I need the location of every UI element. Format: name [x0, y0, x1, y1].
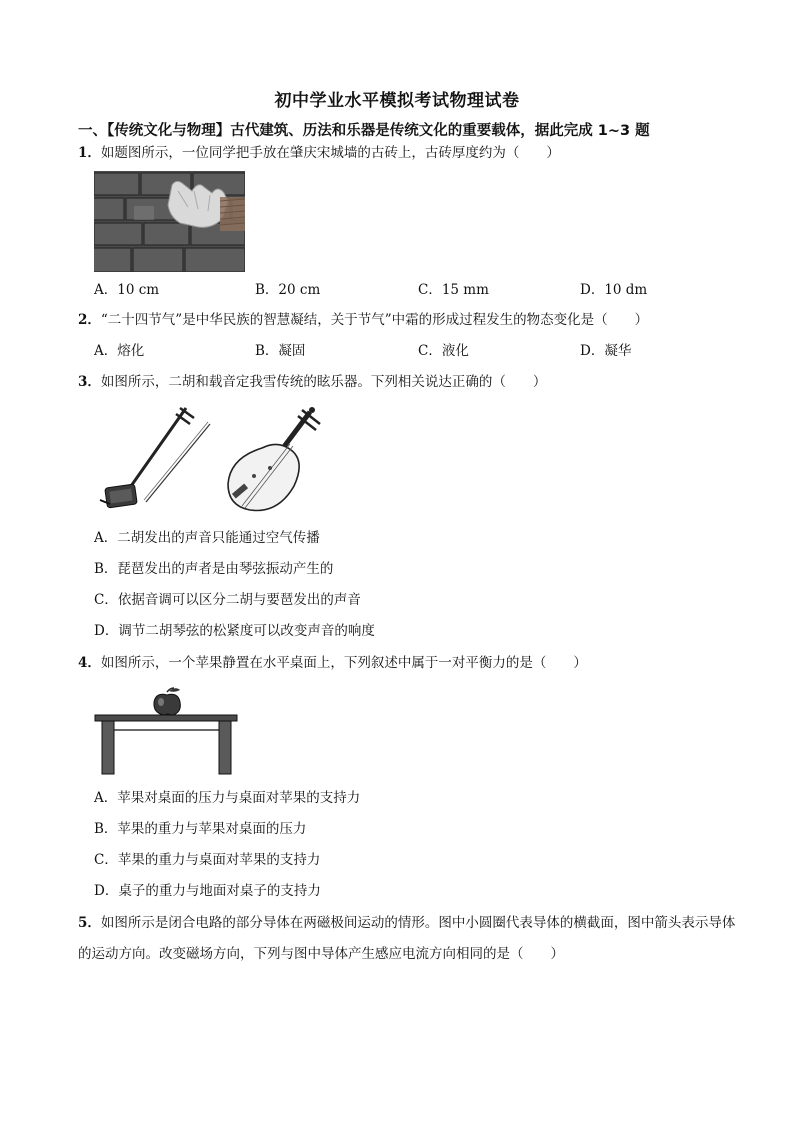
brick-wall-hand-photo — [94, 171, 245, 272]
question-text: 如题图所示，一位同学把手放在肇庆宋城墙的古砖上，古砖厚度约为（ ） — [100, 145, 560, 161]
section-heading: 一、【传统文化与物理】古代建筑、历法和乐器是传统文化的重要载体，据此完成 1~3 题 — [78, 123, 650, 139]
option-d: D．凝华 — [580, 343, 632, 359]
option-a: A．10 cm — [94, 282, 160, 298]
option-c: C．依据音调可以区分二胡与要琶发出的声音 — [94, 592, 361, 608]
question-2 — [78, 310, 648, 330]
question-number: 3． — [78, 374, 101, 390]
option-b: B．凝固 — [255, 343, 306, 359]
page-title: 初中学业水平模拟考试物理试卷 — [274, 91, 520, 111]
question-text: 如图所示，二胡和载音定我雪传统的眩乐器。下列相关说达正确的（ ） — [100, 374, 547, 390]
option-b: B．20 cm — [255, 282, 321, 298]
question-number: 4． — [78, 655, 101, 671]
question-5 — [78, 908, 746, 970]
question-number: 1． — [78, 145, 101, 161]
option-b: B．苹果的重力与苹果对桌面的压力 — [94, 821, 307, 837]
question-4 — [78, 653, 587, 673]
erhu-illustration — [96, 404, 216, 514]
option-c: C．15 mm — [418, 282, 489, 298]
option-c: C．苹果的重力与桌面对苹果的支持力 — [94, 852, 321, 868]
apple-on-table-diagram — [94, 686, 240, 778]
question-1 — [78, 143, 560, 163]
option-a: A．苹果对桌面的压力与桌面对苹果的支持力 — [94, 790, 361, 806]
option-b: B．琵琶发出的声者是由琴弦振动产生的 — [94, 561, 334, 577]
question-number: 2． — [78, 312, 101, 328]
option-d: D．桌子的重力与地面对桌子的支持力 — [94, 883, 321, 899]
question-text: 如图所示是闭合电路的部分导体在两磁极间运动的情形。图中小圆圈代表导体的横截面，图中箭头表示导体的运动方向。改变磁场方向，下列与图中导体产生感应电流方向相同的是（ ） — [78, 915, 736, 962]
option-a: A．熔化 — [94, 343, 145, 359]
pipa-illustration — [222, 406, 342, 516]
option-d: D．10 dm — [580, 282, 648, 298]
option-a: A．二胡发出的声音只能通过空气传播 — [94, 530, 320, 546]
question-text: 如图所示，一个苹果静置在水平桌面上，下列叙述中属于一对平衡力的是（ ） — [100, 655, 587, 671]
question-3 — [78, 372, 546, 392]
option-c: C．液化 — [418, 343, 469, 359]
option-d: D．调节二胡琴弦的松紧度可以改变声音的响度 — [94, 623, 375, 639]
question-number: 5． — [78, 915, 101, 931]
question-text: “二十四节气”是中华民族的智慧凝结，关于节气”中霜的形成过程发生的物态变化是（ ） — [100, 312, 649, 328]
